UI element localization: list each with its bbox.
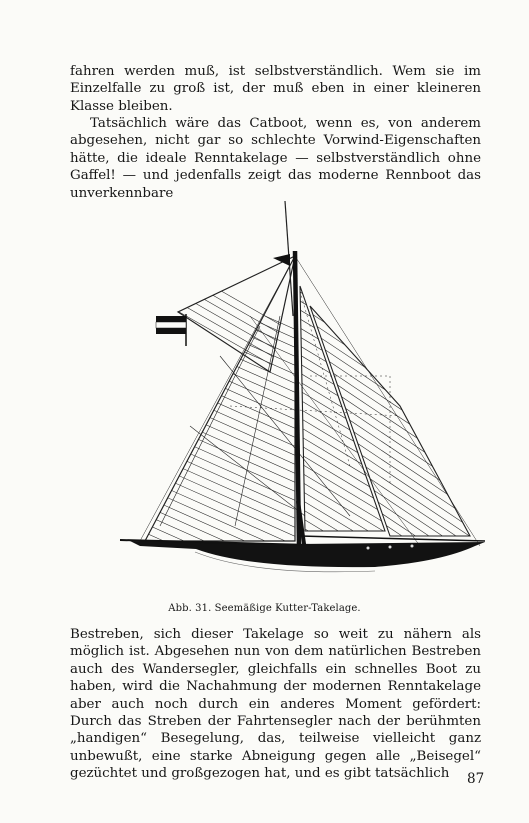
flag xyxy=(156,314,186,346)
page-number: 87 xyxy=(467,771,485,787)
paragraph-1: fahren werden muß, ist selbstverständlich. Wem sie im Einzelfalle zu groß ist, der muß eben in einer kleineren Klasse bleiben. xyxy=(70,64,481,114)
cutter-rig-illustration xyxy=(100,196,490,588)
paragraph-2: Tatsächlich wäre das Catboot, wenn es, von anderem abgesehen, nicht gar so schlechte Vorwind-Eigenschaften hätte, die ideale Renntakelage — selbstverständlich ohne Gaffel! — und jedenfalls zeigt das moderne Rennboot das unverkennbare xyxy=(70,116,481,201)
paragraph-3: Bestreben, sich dieser Takelage so weit zu nähern als möglich ist. Abgesehen nun von dem natürlichen Bestreben auch des Wandersegler, gleichfalls ein schnelles Boot zu haben, wird die Nachahmung der modernen Renntakelage aber auch noch durch ein anderes Moment gefördert: Durch das Streben der Fahrtensegler nach der berühmten „handigen“ Besegelung, das, teilweise vielleicht ganz unbewußt, eine starke Abneigung gegen alle „Beisegel“ gezüchtet und großgezogen hat, und es gibt tatsächlich xyxy=(70,627,481,782)
figure-caption: Abb. 31. Seemäßige Kutter-Takelage. xyxy=(168,603,361,614)
